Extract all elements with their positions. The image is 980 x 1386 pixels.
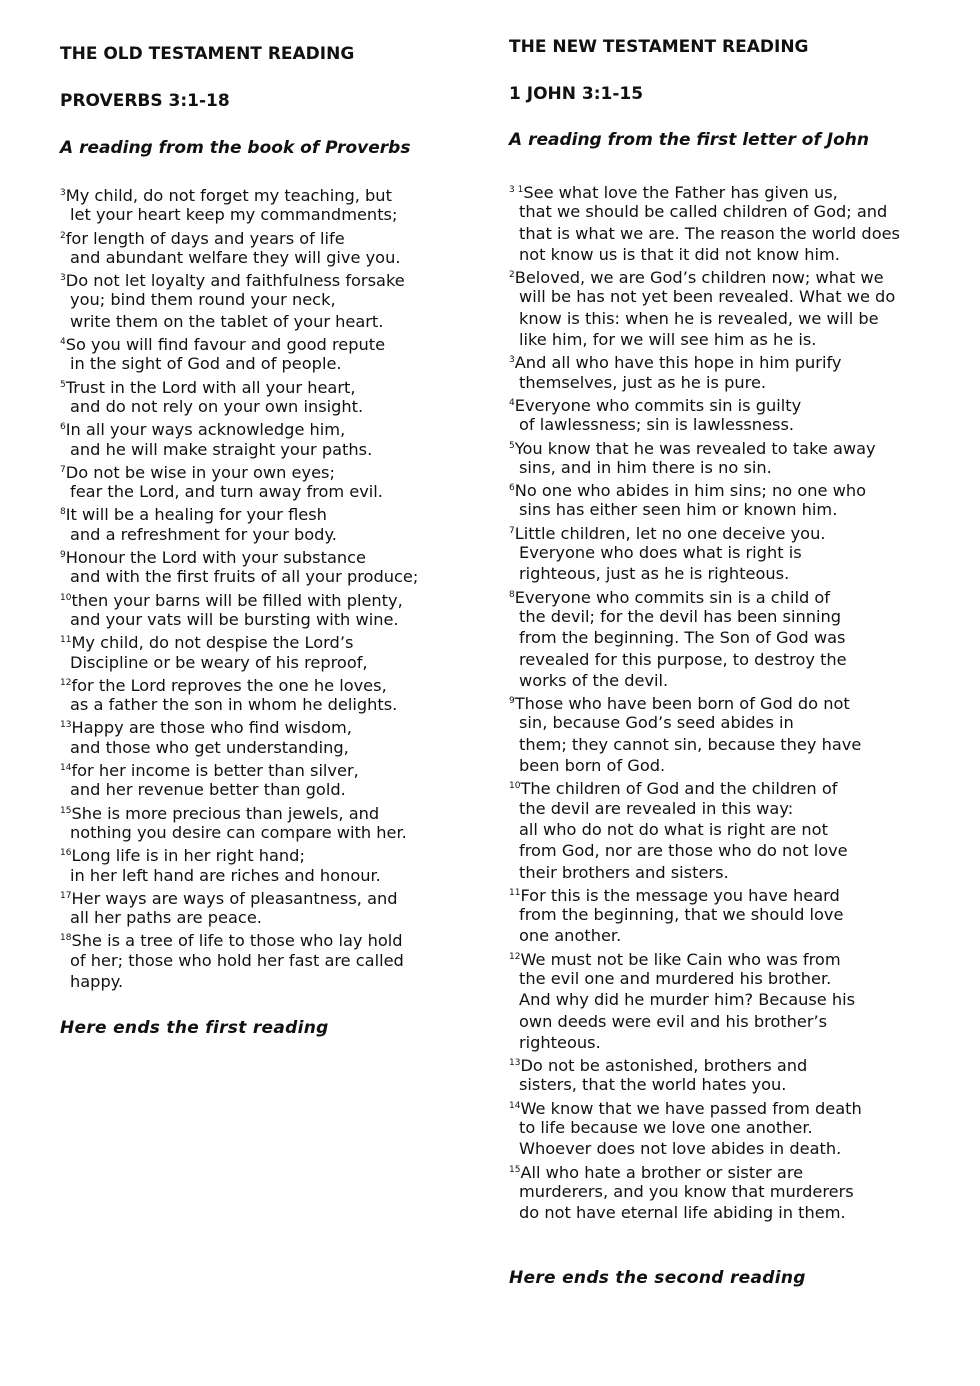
verse-line xyxy=(60,630,418,651)
verse-line xyxy=(509,499,900,520)
verse-line xyxy=(60,886,418,907)
verse-number: 9 xyxy=(60,550,66,561)
verse-line xyxy=(509,649,900,670)
verse-text: Everyone who commits sin is guilty xyxy=(514,395,802,415)
verse-line xyxy=(60,758,418,779)
verse-line xyxy=(60,566,418,587)
verse-line xyxy=(60,247,418,268)
verse-line xyxy=(509,670,900,691)
verse-number: 8 xyxy=(509,589,515,600)
verse-line xyxy=(60,843,418,864)
verse-number: 6 xyxy=(60,422,66,433)
verse-text: the devil; for the devil has been sinning xyxy=(519,606,842,626)
verse-text: in the sight of God and of people. xyxy=(70,354,342,374)
verse-line xyxy=(509,265,900,286)
verse-number: 12 xyxy=(60,677,72,688)
verse-text: and he will make straight your paths. xyxy=(70,439,373,459)
verse-line xyxy=(509,457,900,478)
verse-line xyxy=(60,928,418,949)
verse-line xyxy=(60,822,418,843)
verse-text: Do not let loyalty and faithfulness forsake xyxy=(65,271,405,291)
verse-text: and abundant welfare they will give you. xyxy=(70,247,401,267)
verse-text: sins, and in him there is no sin. xyxy=(519,457,772,477)
verse-number: 7 xyxy=(509,525,515,536)
verse-text: that is what we are. The reason the world does xyxy=(519,223,900,243)
verse-text: Do not be astonished, brothers and xyxy=(520,1056,808,1076)
verse-text: as a father the son in whom he delights. xyxy=(70,695,398,715)
new-testament-heading: THE NEW TESTAMENT READING xyxy=(509,37,809,57)
verse-text: Beloved, we are God’s children now; what we xyxy=(514,268,884,288)
verse-number: 17 xyxy=(60,890,72,901)
verse-text: righteous, just as he is righteous. xyxy=(519,564,790,584)
verse-line xyxy=(509,755,900,776)
verse-line xyxy=(60,673,418,694)
verse-number: 15 xyxy=(60,805,72,816)
verse-number: 2 xyxy=(509,270,515,281)
verse-line xyxy=(509,819,900,840)
verse-text: nothing you desire can compare with her. xyxy=(70,822,407,842)
verse-line xyxy=(509,372,900,393)
verse-text: Discipline or be weary of his reproof, xyxy=(70,652,368,672)
verse-line xyxy=(60,779,418,800)
verse-line xyxy=(509,776,900,797)
verse-line xyxy=(509,1117,900,1138)
verse-number: 10 xyxy=(60,592,72,603)
verse-line xyxy=(509,1202,900,1223)
verse-text: of her; those who hold her fast are called xyxy=(70,950,404,970)
verse-line xyxy=(60,588,418,609)
verse-number: 13 xyxy=(509,1058,521,1069)
verse-line xyxy=(60,375,418,396)
verse-text: Little children, let no one deceive you. xyxy=(514,523,826,543)
verse-line xyxy=(509,1181,900,1202)
verse-line xyxy=(509,883,900,904)
verse-line xyxy=(509,1053,900,1074)
verse-text: then your barns will be filled with plenty, xyxy=(71,590,403,610)
verse-number: 11 xyxy=(60,635,72,646)
verse-line xyxy=(60,694,418,715)
new-testament-reference: 1 JOHN 3:1-15 xyxy=(509,84,644,104)
verse-text: for length of days and years of life xyxy=(65,228,345,248)
verse-text: My child, do not despise the Lord’s xyxy=(71,633,354,653)
verse-line xyxy=(509,585,900,606)
verse-text: happy. xyxy=(70,971,124,991)
verse-text: See what love the Father has given us, xyxy=(523,183,838,202)
verse-text: In all your ways acknowledge him, xyxy=(65,420,346,440)
verse-text: Everyone who does what is right is xyxy=(519,543,802,563)
verse-text: from the beginning. The Son of God was xyxy=(519,628,846,648)
old-testament-passage xyxy=(60,183,418,992)
verse-text: one another. xyxy=(519,926,622,946)
verse-text: the evil one and murdered his brother. xyxy=(519,968,832,988)
verse-text: all her paths are peace. xyxy=(70,908,262,928)
verse-text: for the Lord reproves the one he loves, xyxy=(71,675,387,695)
verse-line xyxy=(509,521,900,542)
verse-number: 14 xyxy=(509,1100,521,1111)
verse-text: Honour the Lord with your substance xyxy=(65,548,366,568)
verse-text: My child, do not forget my teaching, but xyxy=(65,186,392,205)
verse-text: been born of God. xyxy=(519,756,666,776)
verse-number: 5 xyxy=(509,440,515,451)
verse-text: We know that we have passed from death xyxy=(520,1098,862,1118)
verse-line xyxy=(60,545,418,566)
verse-text: to life because we love one another. xyxy=(519,1118,813,1138)
verse-text: sisters, that the world hates you. xyxy=(519,1075,787,1095)
verse-text: No one who abides in him sins; no one who xyxy=(514,481,866,501)
verse-text: sins has either seen him or known him. xyxy=(519,500,838,520)
verse-line xyxy=(60,971,418,992)
verse-line xyxy=(509,223,900,244)
verse-text: the devil are revealed in this way: xyxy=(519,798,794,818)
verse-line xyxy=(509,1096,900,1117)
new-testament-ending: Here ends the second reading xyxy=(509,1268,806,1288)
verse-text: not know us is that it did not know him. xyxy=(519,244,840,264)
verse-line xyxy=(60,715,418,736)
verse-line xyxy=(509,627,900,648)
old-testament-ending: Here ends the first reading xyxy=(60,1018,329,1038)
verse-text: that we should be called children of God; and xyxy=(519,202,888,222)
verse-line xyxy=(60,481,418,502)
verse-number: 2 xyxy=(60,230,66,241)
verse-text: and a refreshment for your body. xyxy=(70,524,337,544)
verse-line xyxy=(509,968,900,989)
verse-line xyxy=(509,989,900,1010)
new-testament-passage xyxy=(509,180,900,1224)
verse-text: Happy are those who find wisdom, xyxy=(71,718,352,738)
verse-number: 13 xyxy=(60,720,72,731)
verse-line xyxy=(509,925,900,946)
old-testament-reference: PROVERBS 3:1-18 xyxy=(60,91,230,111)
verse-line xyxy=(509,1138,900,1159)
verse-line xyxy=(509,308,900,329)
verse-line xyxy=(509,350,900,371)
verse-text: Everyone who commits sin is a child of xyxy=(514,587,830,607)
verse-text: So you will find favour and good repute xyxy=(65,335,386,355)
verse-line xyxy=(509,393,900,414)
verse-text: in her left hand are riches and honour. xyxy=(70,865,381,885)
verse-line xyxy=(60,289,418,310)
verse-text: their brothers and sisters. xyxy=(519,862,729,882)
verse-line xyxy=(60,801,418,822)
new-testament-intro: A reading from the first letter of John xyxy=(509,130,869,150)
verse-line xyxy=(60,417,418,438)
verse-text: You know that he was revealed to take away xyxy=(514,438,876,458)
verse-number: 11 xyxy=(509,887,521,898)
verse-text: and with the first fruits of all your produce; xyxy=(70,567,419,587)
verse-line xyxy=(60,907,418,928)
verse-line xyxy=(509,542,900,563)
verse-text: them; they cannot sin, because they have xyxy=(519,734,862,754)
verse-line xyxy=(60,502,418,523)
verse-line xyxy=(509,947,900,968)
verse-line xyxy=(60,737,418,758)
verse-text: Do not be wise in your own eyes; xyxy=(65,462,335,482)
verse-line xyxy=(60,652,418,673)
old-testament-intro: A reading from the book of Proverbs xyxy=(60,138,411,158)
verse-line xyxy=(60,439,418,460)
old-testament-heading: THE OLD TESTAMENT READING xyxy=(60,44,355,64)
verse-number: 6 xyxy=(509,483,515,494)
verse-line xyxy=(509,1032,900,1053)
verse-line xyxy=(509,201,900,222)
verse-text: and do not rely on your own insight. xyxy=(70,396,364,416)
verse-text: of lawlessness; sin is lawlessness. xyxy=(519,415,795,435)
verse-line xyxy=(60,353,418,374)
verse-text: And all who have this hope in him purify xyxy=(514,353,842,373)
verse-line xyxy=(509,862,900,883)
verse-line xyxy=(60,311,418,332)
verse-text: revealed for this purpose, to destroy the xyxy=(519,649,847,669)
verse-line xyxy=(509,904,900,925)
verse-text: We must not be like Cain who was from xyxy=(520,949,841,969)
verse-number: 12 xyxy=(509,951,521,962)
verse-text: you; bind them round your neck, xyxy=(70,290,336,310)
verse-line xyxy=(509,180,900,201)
verse-line xyxy=(509,478,900,499)
verse-text: write them on the tablet of your heart. xyxy=(70,311,384,331)
verse-text: and your vats will be bursting with wine. xyxy=(70,609,399,629)
verse-number: 4 xyxy=(509,397,515,408)
verse-line xyxy=(509,734,900,755)
verse-number: 9 xyxy=(509,696,515,707)
verse-text: righteous. xyxy=(519,1032,601,1052)
verse-text: Whoever does not love abides in death. xyxy=(519,1139,842,1159)
verse-text: Those who have been born of God do not xyxy=(514,694,850,714)
verse-text: from God, nor are those who do not love xyxy=(519,841,848,861)
verse-text: let your heart keep my commandments; xyxy=(70,205,398,225)
verse-number: 7 xyxy=(60,464,66,475)
verse-line xyxy=(509,840,900,861)
verse-text: like him, for we will see him as he is. xyxy=(519,330,817,350)
verse-number: 8 xyxy=(60,507,66,518)
verse-number: 18 xyxy=(60,933,72,944)
verse-line xyxy=(509,1160,900,1181)
verse-line xyxy=(509,606,900,627)
verse-number: 3 xyxy=(60,273,66,284)
verse-text: know is this: when he is revealed, we will be xyxy=(519,308,879,328)
verse-line xyxy=(509,1074,900,1095)
verse-number: 14 xyxy=(60,763,72,774)
verse-number: 3 xyxy=(509,355,515,366)
verse-line xyxy=(60,204,418,225)
verse-number: 3 1 xyxy=(509,185,524,195)
verse-text: do not have eternal life abiding in them. xyxy=(519,1203,846,1223)
verse-line xyxy=(60,183,418,204)
verse-text: will be has not yet been revealed. What we do xyxy=(519,287,896,307)
verse-number: 3 xyxy=(60,188,66,198)
verse-text: The children of God and the children of xyxy=(520,779,838,799)
verse-line xyxy=(60,865,418,886)
verse-line xyxy=(60,609,418,630)
verse-line xyxy=(509,286,900,307)
verse-line xyxy=(60,332,418,353)
verse-text: She is a tree of life to those who lay hold xyxy=(71,931,403,951)
verse-number: 10 xyxy=(509,781,521,792)
verse-line xyxy=(509,414,900,435)
verse-line xyxy=(509,712,900,733)
verse-text: Long life is in her right hand; xyxy=(71,846,305,866)
verse-text: fear the Lord, and turn away from evil. xyxy=(70,482,383,502)
verse-text: And why did he murder him? Because his xyxy=(519,990,856,1010)
verse-text: She is more precious than jewels, and xyxy=(71,803,380,823)
verse-text: Her ways are ways of pleasantness, and xyxy=(71,888,398,908)
verse-text: sin, because God’s seed abides in xyxy=(519,713,794,733)
verse-number: 16 xyxy=(60,848,72,859)
verse-line xyxy=(509,244,900,265)
verse-text: for her income is better than silver, xyxy=(71,761,359,781)
verse-text: Trust in the Lord with all your heart, xyxy=(65,377,356,397)
verse-number: 15 xyxy=(509,1164,521,1175)
verse-text: themselves, just as he is pure. xyxy=(519,372,767,392)
verse-line xyxy=(60,268,418,289)
verse-line xyxy=(60,396,418,417)
verse-text: all who do not do what is right are not xyxy=(519,819,828,839)
verse-text: For this is the message you have heard xyxy=(520,885,840,905)
verse-text: and her revenue better than gold. xyxy=(70,780,346,800)
verse-line xyxy=(60,226,418,247)
verse-line xyxy=(509,436,900,457)
verse-line xyxy=(509,1011,900,1032)
verse-line xyxy=(509,691,900,712)
verse-line xyxy=(60,460,418,481)
verse-text: own deeds were evil and his brother’s xyxy=(519,1011,828,1031)
verse-line xyxy=(60,950,418,971)
verse-text: It will be a healing for your flesh xyxy=(65,505,327,525)
verse-text: murderers, and you know that murderers xyxy=(519,1181,854,1201)
verse-line xyxy=(509,563,900,584)
verse-line xyxy=(60,524,418,545)
verse-line xyxy=(509,329,900,350)
verse-line xyxy=(509,798,900,819)
verse-number: 5 xyxy=(60,379,66,390)
verse-text: works of the devil. xyxy=(519,670,669,690)
verse-text: and those who get understanding, xyxy=(70,737,349,757)
verse-text: from the beginning, that we should love xyxy=(519,905,844,925)
verse-number: 4 xyxy=(60,337,66,348)
verse-text: All who hate a brother or sister are xyxy=(520,1162,804,1182)
